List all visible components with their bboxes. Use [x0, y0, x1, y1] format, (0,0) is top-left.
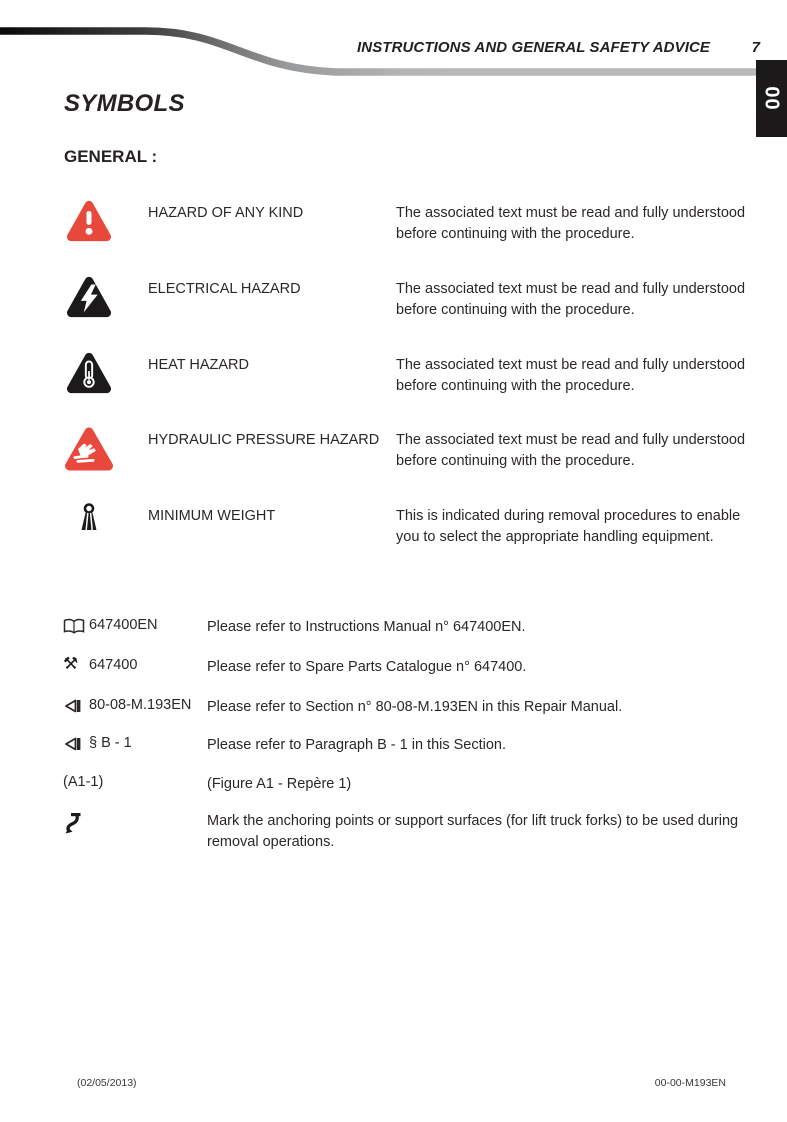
symbol-label: HAZARD OF ANY KIND — [148, 205, 304, 221]
footer-date: (02/05/2013) — [77, 1077, 137, 1089]
symbol-description: The associated text must be read and fully understood before continuing with the procedure. — [396, 205, 746, 242]
symbol-row — [63, 500, 763, 572]
reference-description: Please refer to Spare Parts Catalogue n° 647400. — [207, 659, 527, 675]
footer-doc-code: 00-00-M193EN — [654, 1077, 726, 1089]
symbol-description: The associated text must be read and fully understood before continuing with the procedure. — [396, 281, 746, 318]
reference-description: Please refer to Section n° 80-08-M.193EN in this Repair Manual. — [207, 699, 623, 715]
section-tab-label: 00 — [761, 86, 783, 111]
heat-hazard-icon — [63, 349, 115, 402]
reference-code: (A1-1) — [63, 774, 104, 790]
general-hazard-icon — [63, 197, 115, 250]
symbol-label: MINIMUM WEIGHT — [148, 508, 276, 524]
header-title: INSTRUCTIONS AND GENERAL SAFETY ADVICE — [357, 39, 710, 56]
symbol-label: ELECTRICAL HAZARD — [148, 281, 301, 297]
symbol-row — [63, 424, 763, 496]
minimum-weight-icon — [63, 502, 115, 537]
anchoring-hook-icon — [63, 812, 87, 840]
symbol-label: HEAT HAZARD — [148, 357, 249, 373]
symbol-row — [63, 197, 763, 269]
section-heading: GENERAL : — [64, 147, 158, 166]
header-page-number: 7 — [751, 39, 760, 56]
reference-description: (Figure A1 - Repère 1) — [207, 776, 352, 792]
symbol-row — [63, 273, 763, 345]
section-pointer-icon — [63, 698, 87, 719]
section-pointer-icon — [63, 736, 87, 757]
instructions-manual-book-icon — [63, 618, 87, 640]
reference-code: 647400EN — [89, 617, 158, 633]
symbol-description: The associated text must be read and fully understood before continuing with the procedure. — [396, 357, 746, 394]
reference-code: 647400 — [89, 657, 138, 673]
section-tab — [756, 60, 787, 137]
reference-description: Mark the anchoring points or support surfaces (for lift truck forks) to be used during removal operations. — [207, 813, 739, 850]
symbol-description: The associated text must be read and fully understood before continuing with the procedure. — [396, 432, 746, 469]
reference-code: 80-08-M.193EN — [89, 697, 192, 713]
reference-code: § B - 1 — [89, 735, 132, 751]
reference-description: Please refer to Paragraph B - 1 in this Section. — [207, 737, 507, 753]
symbol-row — [63, 349, 763, 421]
page-title: SYMBOLS — [64, 90, 185, 117]
electrical-hazard-icon — [63, 273, 115, 326]
symbol-description: This is indicated during removal procedures to enable you to select the appropriate handling equipment. — [396, 508, 741, 545]
symbol-label: HYDRAULIC PRESSURE HAZARD — [148, 432, 380, 448]
reference-description: Please refer to Instructions Manual n° 647400EN. — [207, 619, 526, 635]
hydraulic-pressure-hazard-icon — [63, 424, 115, 479]
spare-parts-tools-icon: ⚒ — [63, 654, 79, 674]
